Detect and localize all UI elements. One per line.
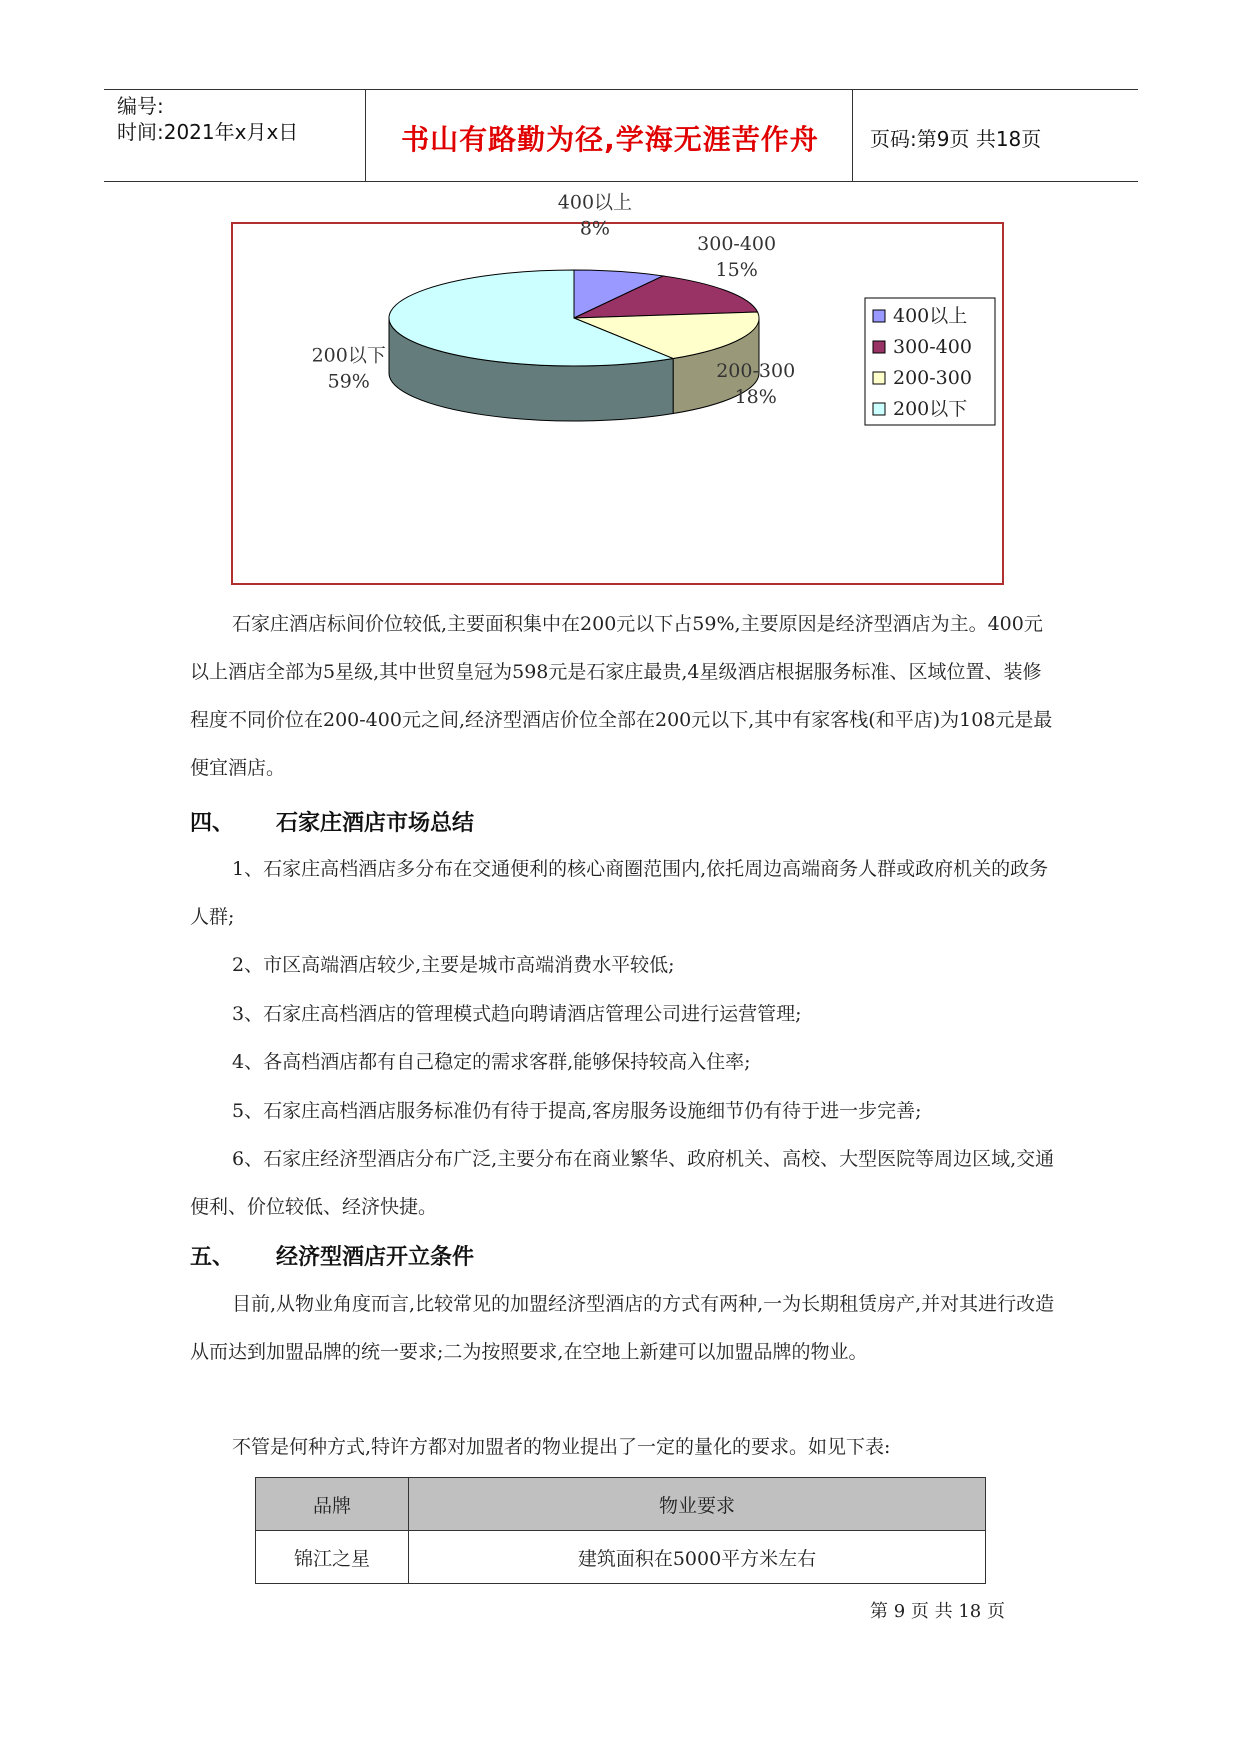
table-header-row xyxy=(256,1478,986,1531)
header-motto: 书山有路勤为径,学海无涯苦作舟 xyxy=(401,123,819,156)
summary-item-6: 6、石家庄经济型酒店分布广泛,主要分布在商业繁华、政府机关、高校、大型医院等周边区域,交通便利、价位较低、经济快捷。 xyxy=(190,1148,1055,1218)
pie-label-value-1: 15% xyxy=(715,259,758,282)
header-top-rule xyxy=(104,89,1138,90)
price-analysis-paragraph: 石家庄酒店标间价位较低,主要面积集中在200元以下占59%,主要原因是经济型酒店为主。400元以上酒店全部为5星级,其中世贸皇冠为598元是石家庄最贵,4星级酒店根据服务标准、区域位置、装修程度不同价位在200-400元之间,经济型酒店价位全部在200元以下,其中有家客栈(和平店)为108元是最便宜酒店。 xyxy=(190,613,1053,779)
summary-item-1: 1、石家庄高档酒店多分布在交通便利的核心商圈范围内,依托周边高端商务人群或政府机关的政务人群; xyxy=(190,858,1049,928)
pie-label-value-2: 18% xyxy=(734,385,777,408)
legend-swatch-0 xyxy=(873,310,885,322)
legend-label-3: 200以下 xyxy=(893,398,968,420)
doc-time-label: 时间:2021年x月x日 xyxy=(117,120,299,144)
conditions-paragraph: 目前,从物业角度而言,比较常见的加盟经济型酒店的方式有两种,一为长期租赁房产,并对其进行改造从而达到加盟品牌的统一要求;二为按照要求,在空地上新建可以加盟品牌的物业。 xyxy=(190,1293,1055,1363)
table-header-brand: 品牌 xyxy=(256,1478,409,1531)
summary-item-3: 3、石家庄高档酒店的管理模式趋向聘请酒店管理公司进行运营管理; xyxy=(232,1003,802,1025)
header-divider-left xyxy=(365,89,366,181)
pie-label-category-2: 200-300 xyxy=(716,359,796,382)
table-row xyxy=(256,1531,986,1584)
header-page-number: 页码:第9页 共18页 xyxy=(870,127,1042,151)
table-intro-paragraph: 不管是何种方式,特许方都对加盟者的物业提出了一定的量化的要求。如见下表: xyxy=(232,1436,891,1458)
section-heading-5: 五、 经济型酒店开立条件 xyxy=(190,1245,475,1270)
legend-label-0: 400以上 xyxy=(893,305,968,327)
pie-chart-svg xyxy=(233,191,1002,583)
header-divider-right xyxy=(852,89,853,181)
legend-swatch-1 xyxy=(873,341,885,353)
table-header-requirement: 物业要求 xyxy=(409,1478,986,1531)
pie-label-value-3: 59% xyxy=(327,370,370,393)
pie-label-category-3: 200以下 xyxy=(311,344,386,367)
summary-item-4: 4、各高档酒店都有自己稳定的需求客群,能够保持较高入住率; xyxy=(232,1051,751,1073)
summary-item-5: 5、石家庄高档酒店服务标准仍有待于提高,客房服务设施细节仍有待于进一步完善; xyxy=(232,1100,922,1122)
price-pie-chart xyxy=(231,191,1004,585)
pie-label-value-0: 8% xyxy=(579,217,611,240)
footer-page-number: 第 9 页 共 18 页 xyxy=(870,1601,1005,1622)
pie-label-category-0: 400以上 xyxy=(557,191,633,214)
pie-label-category-1: 300-400 xyxy=(697,233,777,256)
legend-label-2: 200-300 xyxy=(893,367,972,389)
section-heading-4: 四、 石家庄酒店市场总结 xyxy=(190,811,475,836)
legend-swatch-2 xyxy=(873,372,885,384)
table-cell-brand: 锦江之星 xyxy=(256,1531,409,1584)
header-bottom-rule xyxy=(104,181,1138,182)
legend-label-1: 300-400 xyxy=(893,336,972,358)
legend-swatch-3 xyxy=(873,403,885,415)
property-requirements-table xyxy=(255,1477,986,1584)
doc-number-label: 编号: xyxy=(117,94,164,118)
summary-item-2: 2、市区高端酒店较少,主要是城市高端消费水平较低; xyxy=(232,954,675,976)
table-cell-requirement: 建筑面积在5000平方米左右 xyxy=(409,1531,986,1584)
